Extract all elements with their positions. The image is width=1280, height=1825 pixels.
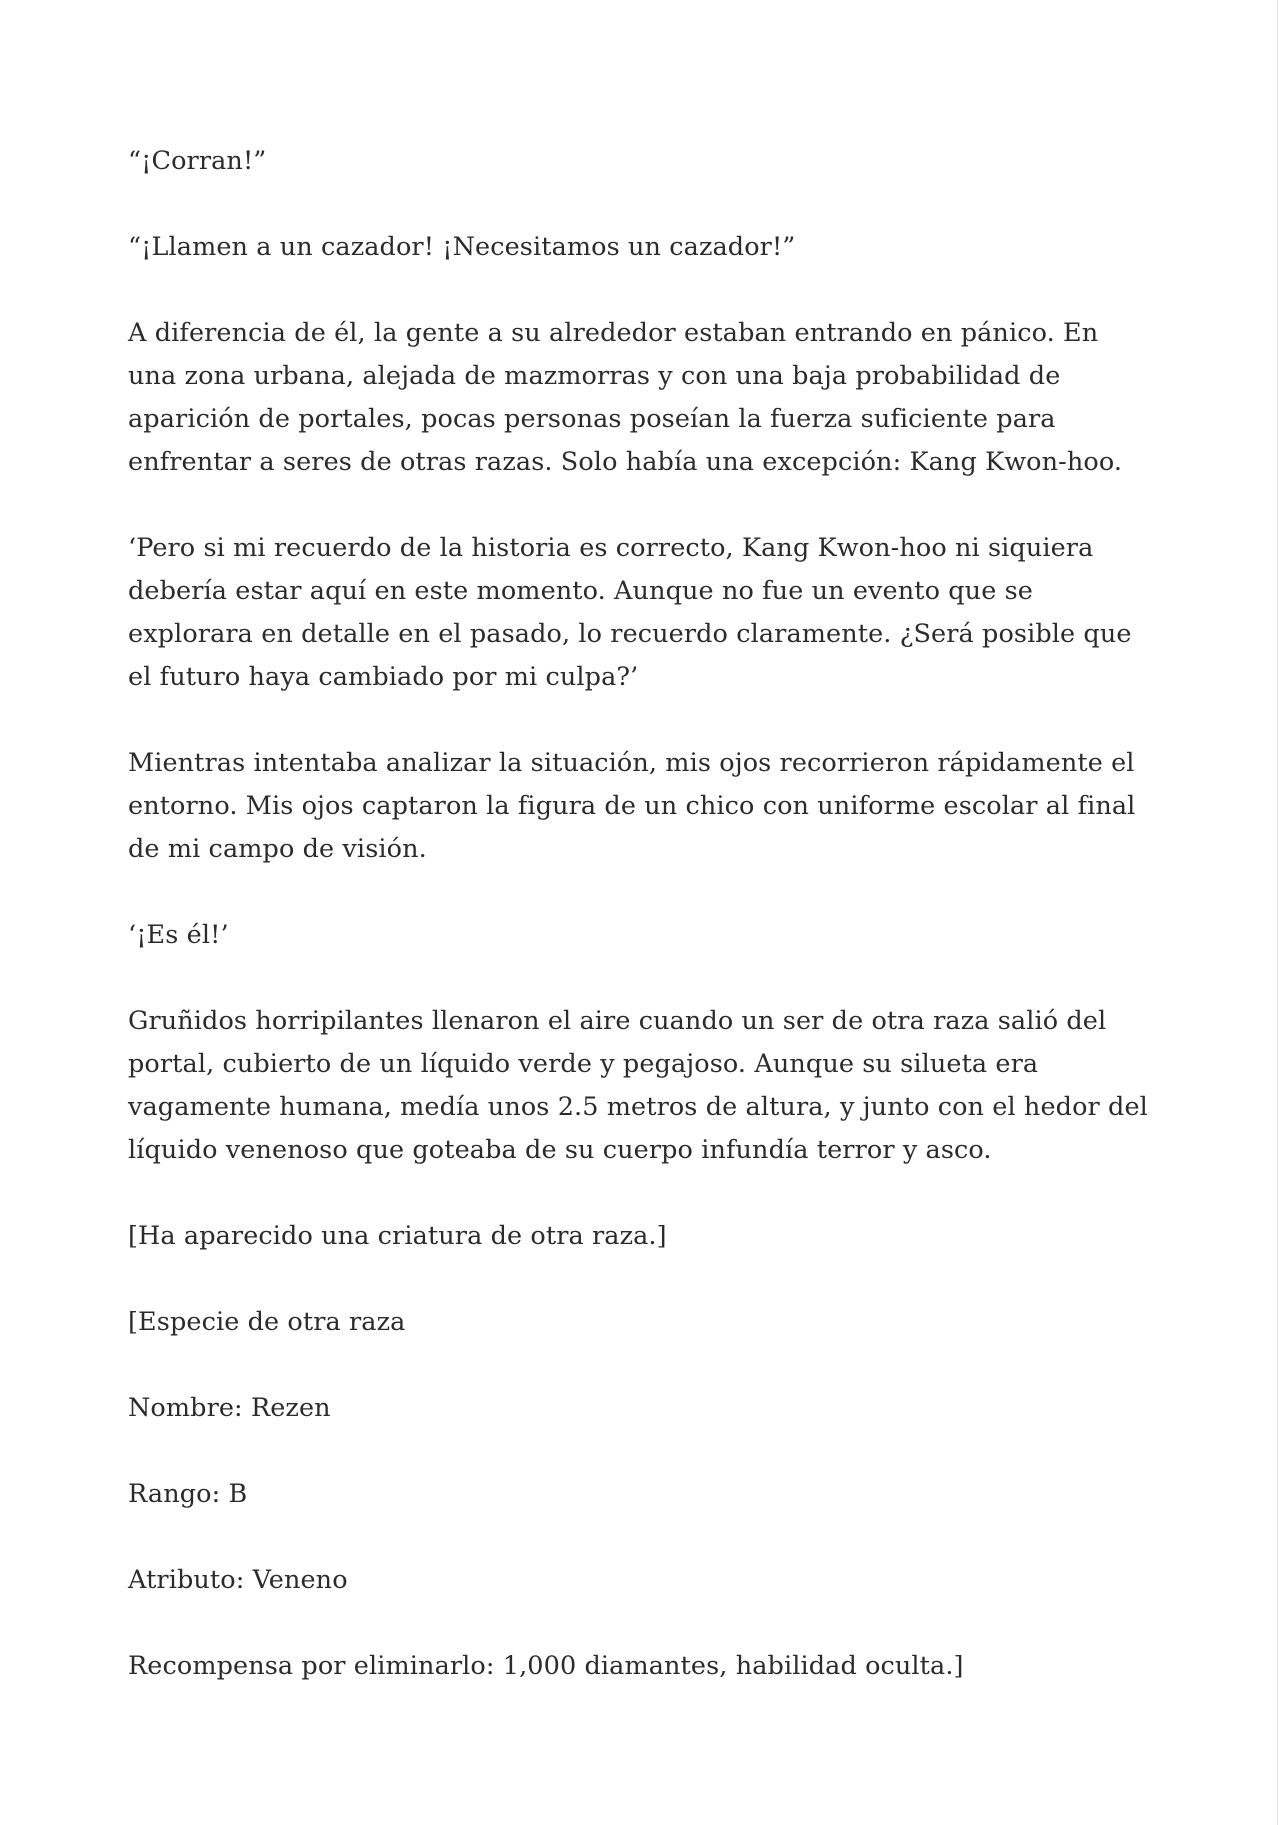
system-message-creature: [Ha aparecido una criatura de otra raza.] [128, 1221, 667, 1251]
paragraph-creature-appears: Gruñidos horripilantes llenaron el aire cuando un ser de otra raza salió del portal, cubierto de un líquido verde y pegajoso. Aunque su silueta era vagamente humana, medía unos 2.5 metros de altura, y junto con el hedor del líquido venenoso que goteaba de su cuerpo infundía terror y asco. [128, 1006, 1148, 1165]
paragraph-call-hunter: “¡Llamen a un cazador! ¡Necesitamos un cazador!” [128, 232, 796, 262]
status-rank: Rango: B [128, 1479, 248, 1509]
status-attribute: Atributo: Veneno [128, 1565, 348, 1595]
status-species: [Especie de otra raza [128, 1307, 406, 1337]
paragraph-shout-run: “¡Corran!” [128, 146, 267, 176]
paragraph-memory: ‘Pero si mi recuerdo de la historia es correcto, Kang Kwon-hoo ni siquiera debería estar aquí en este momento. Aunque no fue un evento que se explorara en detalle en el pasado, lo recuerdo claramente. ¿Será posible que el futuro haya cambiado por mi culpa?’ [128, 533, 1132, 692]
paragraph-its-him: ‘¡Es él!’ [128, 920, 229, 950]
paragraph-panic: A diferencia de él, la gente a su alrededor estaban entrando en pánico. En una zona urbana, alejada de mazmorras y con una baja probabilidad de aparición de portales, pocas personas poseían la fuerza suficiente para enfrentar a seres de otras razas. Solo había una excepción: Kang Kwon-hoo. [128, 318, 1123, 477]
status-reward: Recompensa por eliminarlo: 1,000 diamantes, habilidad oculta.] [128, 1651, 964, 1681]
status-name: Nombre: Rezen [128, 1393, 331, 1423]
paragraph-analysis: Mientras intentaba analizar la situación, mis ojos recorrieron rápidamente el entorno. Mis ojos captaron la figura de un chico con uniforme escolar al final de mi campo de visión. [128, 748, 1136, 864]
document-body [128, 140, 1148, 1731]
